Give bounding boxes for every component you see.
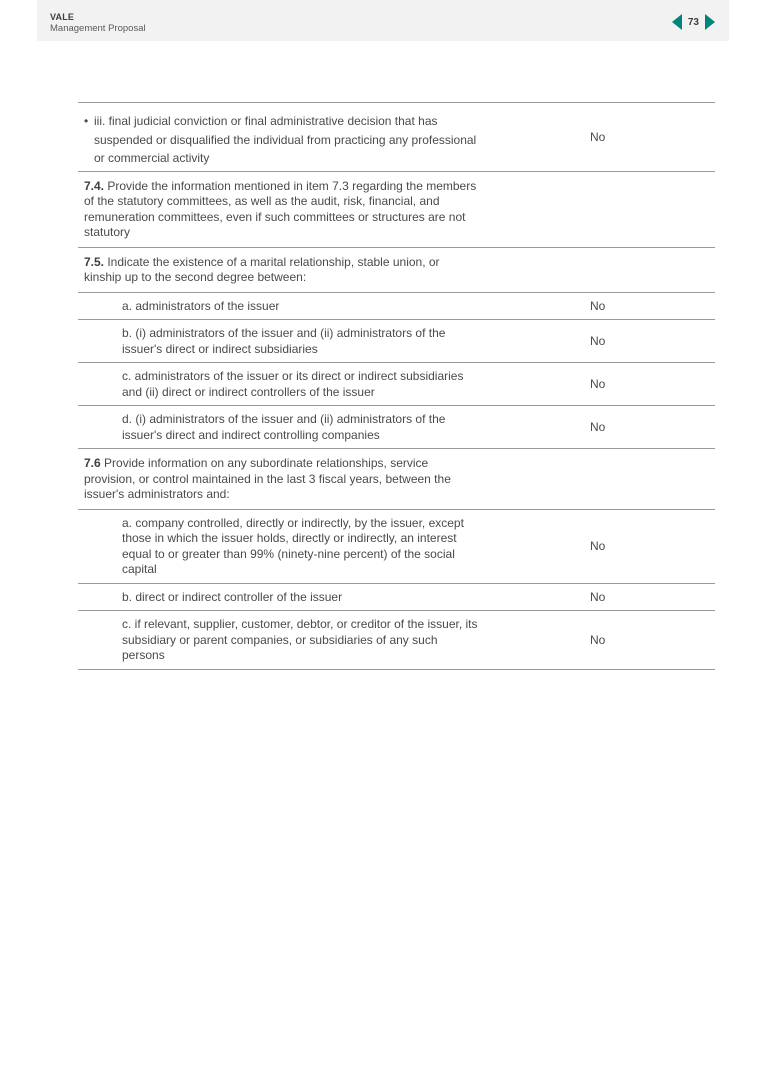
previous-page-arrow-icon[interactable] (672, 14, 682, 30)
question-text: b. (i) administrators of the issuer and (ii) administrators of the issuer's direct or indirect subsidiaries (122, 326, 446, 356)
question-cell (78, 510, 478, 583)
answer-cell: No (590, 420, 606, 434)
bullet-icon: • (84, 114, 89, 128)
question-cell (78, 103, 478, 171)
item-number: 7.5. (84, 254, 105, 269)
company-name: VALE (50, 12, 75, 22)
page-header (37, 0, 729, 41)
question-cell (78, 584, 478, 611)
table-row (78, 510, 715, 584)
table-row (78, 611, 715, 670)
answer-cell: No (590, 539, 606, 553)
document-title: Management Proposal (50, 23, 146, 34)
question-cell (78, 406, 478, 448)
page-navigation (672, 13, 715, 31)
question-text: Provide information on any subordinate relationships, service provision, or control maintained in the last 3 fiscal years, between the issuer's administrators and: (84, 456, 451, 501)
question-cell (78, 248, 478, 292)
answer-cell: No (590, 589, 606, 604)
question-text: d. (i) administrators of the issuer and (ii) administrators of the issuer's direct and indirect controlling companies (122, 412, 446, 442)
table-row (78, 406, 715, 449)
question-text: iii. final judicial conviction or final administrative decision that has suspended or disqualified the individual from practicing any professional or commercial activity (94, 114, 477, 165)
question-text: c. if relevant, supplier, customer, debtor, or creditor of the issuer, its subsidiary or parent companies, or subsidiaries of any such persons (122, 617, 478, 662)
table-row (78, 293, 715, 321)
table-row (78, 449, 715, 510)
table-row (78, 584, 715, 612)
question-cell (78, 293, 478, 320)
answer-cell: No (590, 632, 606, 647)
item-number: 7.6 (84, 456, 101, 470)
question-text: a. administrators of the issuer (122, 298, 280, 313)
question-text: b. direct or indirect controller of the issuer (122, 589, 343, 604)
item-number: 7.4. (84, 178, 105, 193)
question-text: a. company controlled, directly or indirectly, by the issuer, except those in which the issuer holds, directly or indirectly, an interest equal to or greater than 99% (ninety-nine percent) of the social capital (122, 515, 464, 576)
table-row (78, 320, 715, 363)
table-row (78, 103, 715, 172)
question-text: Provide the information mentioned in item 7.3 regarding the members of the statutory committees, as well as the audit, risk, financial, and remuneration committees, even if such committees or structures are not statutory (84, 178, 477, 239)
answer-cell: No (590, 129, 606, 144)
question-cell (78, 320, 478, 362)
page-number: 73 (687, 16, 699, 28)
table-row (78, 172, 715, 248)
answer-cell: No (590, 298, 606, 313)
table-row (78, 248, 715, 293)
answer-cell: No (590, 377, 606, 391)
question-text: Indicate the existence of a marital relationship, stable union, or kinship up to the second degree between: (84, 254, 440, 284)
question-cell (78, 449, 478, 509)
disclosure-table (78, 102, 715, 670)
question-cell (78, 363, 478, 405)
table-row (78, 363, 715, 406)
question-cell (78, 611, 478, 669)
answer-cell: No (590, 334, 606, 348)
next-page-arrow-icon[interactable] (705, 14, 715, 30)
question-cell (78, 172, 478, 247)
question-text: c. administrators of the issuer or its direct or indirect subsidiaries and (ii) direct or indirect controllers of the issuer (122, 369, 464, 399)
